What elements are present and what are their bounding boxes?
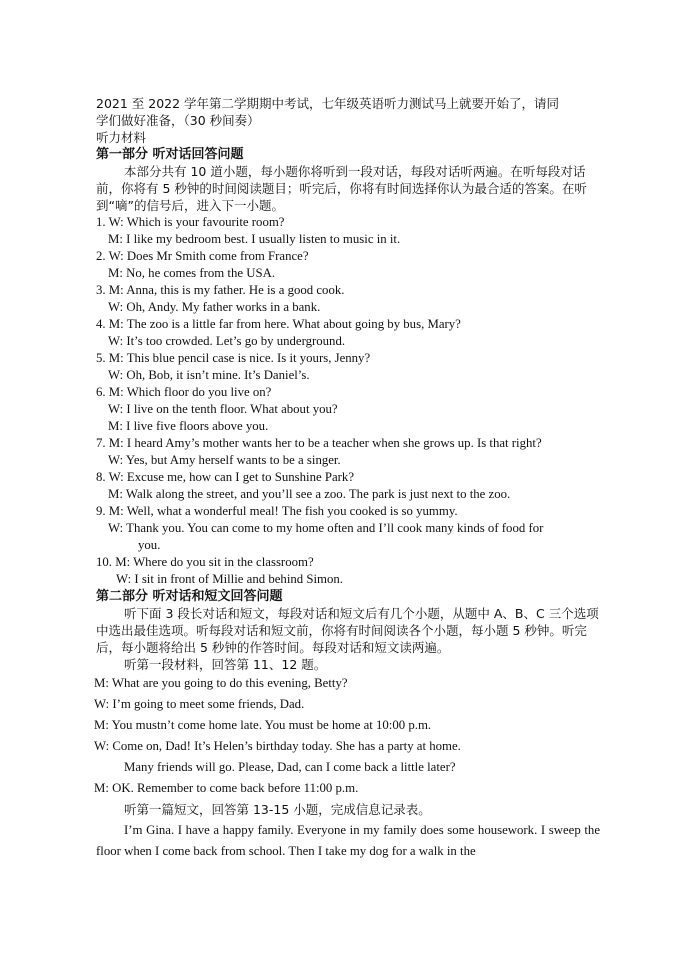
dialog-line: M: Walk along the street, and you’ll see a zoo. The park is just next to the zoo.: [108, 487, 511, 501]
dialog-line: Many friends will go. Please, Dad, can I come back a little later?: [124, 760, 456, 774]
passage1-text: I’m Gina. I have a happy family. Everyone in my family does some housework. I sweep the floor when I come back from school. Then I take my dog for a walk in the: [96, 823, 600, 858]
dialog-line: 5. M: This blue pencil case is nice. Is it yours, Jenny?: [96, 351, 371, 365]
dialog-line: M: OK. Remember to come back before 11:00 p.m.: [94, 781, 359, 795]
dialog-line: 4. M: The zoo is a little far from here. What about going by bus, Mary?: [96, 317, 461, 331]
dialog-line: W: Yes, but Amy herself wants to be a singer.: [108, 453, 341, 467]
dialog-line: W: Oh, Bob, it isn’t mine. It’s Daniel’s.: [108, 368, 310, 382]
part1-heading: 第一部分 听对话回答问题: [96, 147, 244, 162]
dialog-line: W: I live on the tenth floor. What about you?: [108, 402, 338, 416]
dialog-line: 1. W: Which is your favourite room?: [96, 215, 285, 229]
dialog-line: 6. M: Which floor do you live on?: [96, 385, 272, 399]
part1-instructions: 本部分共有 10 道小题，每小题你将听到一段对话，每段对话听两遍。在听每段对话前，你将有 5 秒钟的时间阅读题目；听完后，你将有时间选择你认为最合适的答案。在听到“嘀”的信号后，进入下一小题。: [96, 164, 587, 213]
dialog-line: W: I sit in front of Millie and behind Simon.: [116, 572, 344, 586]
dialog-line: W: Come on, Dad! It’s Helen’s birthday today. She has a party at home.: [94, 739, 461, 753]
part2-instructions: 听下面 3 段长对话和短文，每段对话和短文后有几个小题，从题中 A、B、C 三个选项中选出最佳选项。听每段对话和短文前，你将有时间阅读各个小题，每小题 5 秒钟。听完后，每小题将给出 5 秒钟的作答时间。每段对话和短文读两遍。: [96, 606, 599, 655]
dialog-line: M: You mustn’t come home late. You must be home at 10:00 p.m.: [94, 718, 432, 732]
dialog-line: 2. W: Does Mr Smith come from France?: [96, 249, 309, 263]
dialog-line: 8. W: Excuse me, how can I get to Sunshine Park?: [96, 470, 355, 484]
intro-line-2: 学们做好准备，（30 秒间奏）: [96, 113, 260, 128]
dialog-line: M: What are you going to do this evening, Betty?: [94, 676, 348, 690]
dialog1-intro: 听第一段材料，回答第 11、12 题。: [124, 657, 327, 672]
dialog-line: W: Thank you. You can come to my home often and I’ll cook many kinds of food for: [108, 521, 544, 535]
dialog-line: 3. M: Anna, this is my father. He is a good cook.: [96, 283, 345, 297]
intro-line-3: 听力材料: [96, 130, 147, 145]
intro-line-1: 2021 至 2022 学年第二学期期中考试，七年级英语听力测试马上就要开始了，请同: [96, 96, 560, 111]
document-content: [96, 95, 600, 862]
dialog-line: W: I’m going to meet some friends, Dad.: [94, 697, 305, 711]
dialog-line: M: I live five floors above you.: [108, 419, 269, 433]
dialog-line: 9. M: Well, what a wonderful meal! The fish you cooked is so yummy.: [96, 504, 458, 518]
dialog-line: 10. M: Where do you sit in the classroom?: [96, 555, 314, 569]
dialog-line: M: I like my bedroom best. I usually listen to music in it.: [108, 232, 401, 246]
dialog-line: you.: [138, 538, 161, 552]
dialog-line: 7. M: I heard Amy’s mother wants her to be a teacher when she grows up. Is that right?: [96, 436, 542, 450]
dialog-line: W: It’s too crowded. Let’s go by underground.: [108, 334, 346, 348]
dialog-line: W: Oh, Andy. My father works in a bank.: [108, 300, 321, 314]
part2-heading: 第二部分 听对话和短文回答问题: [96, 589, 283, 604]
dialog-line: M: No, he comes from the USA.: [108, 266, 276, 280]
passage1-intro: 听第一篇短文，回答第 13-15 小题，完成信息记录表。: [124, 802, 431, 817]
